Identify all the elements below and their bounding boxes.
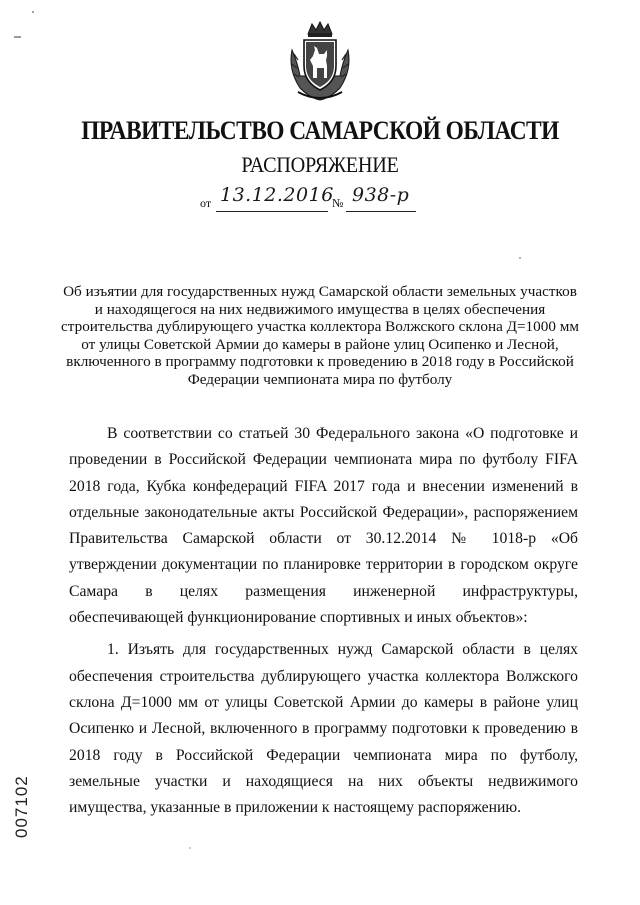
document-type: РАСПОРЯЖЕНИЕ [241, 152, 399, 177]
handwritten-number: 938-р [352, 184, 410, 206]
document-body [69, 421, 578, 821]
side-registration-number: 007102 [12, 775, 31, 838]
point-1-paragraph: 1. Изъять для государственных нужд Самарской области в целях обеспечения строительства дублирующего участка коллектора Волжского склона Д=1000 мм от улицы Советской Армии до камеры в районе улиц Осипенко и Лесной, включенного в программу подготовки к проведению в 2018 году в Российской Федерации чемпионата мира по футболу, земельные участки и находящиеся на них объекты недвижимого имущества, указанные в приложении к настоящему распоряжению. [69, 641, 578, 817]
number-label: № [332, 196, 344, 210]
document-date-number-line [200, 186, 460, 212]
government-title: ПРАВИТЕЛЬСТВО САМАРСКОЙ ОБЛАСТИ [81, 116, 559, 145]
handwritten-date: 13.12.2016 [220, 184, 334, 206]
document-subject: Об изъятии для государственных нужд Самарской области земельных участков и находящегося на них недвижимого имущества в целях обеспечения строительства дублирующего участка коллектора Волжского склона Д=1000 мм от улицы Советской Армии до камеры в районе улиц Осипенко и Лесной, включенного в программу подготовки к проведению в 2018 году в Российской Федерации чемпионата мира по футболу [61, 283, 579, 388]
number-underline [346, 211, 416, 212]
date-underline [216, 211, 328, 212]
coat-of-arms-icon [286, 20, 354, 102]
date-label: от [200, 196, 212, 210]
preamble-paragraph: В соответствии со статьей 30 Федерального закона «О подготовке и проведении в Российской Федерации чемпионата мира по футболу FIFA 2018 года, Кубка конфедераций FIFA 2017 года и внесении изменений в отдельные законодательные акты Российской Федерации», распоряжением Правительства Самарской области от 30.12.2014 № 1018-р «Об утверждении документации по планировке территории в городском округе Самара в целях размещения инженерной инфраструктуры, обеспечивающей функционирование спортивных и иных объектов»: [69, 425, 578, 627]
